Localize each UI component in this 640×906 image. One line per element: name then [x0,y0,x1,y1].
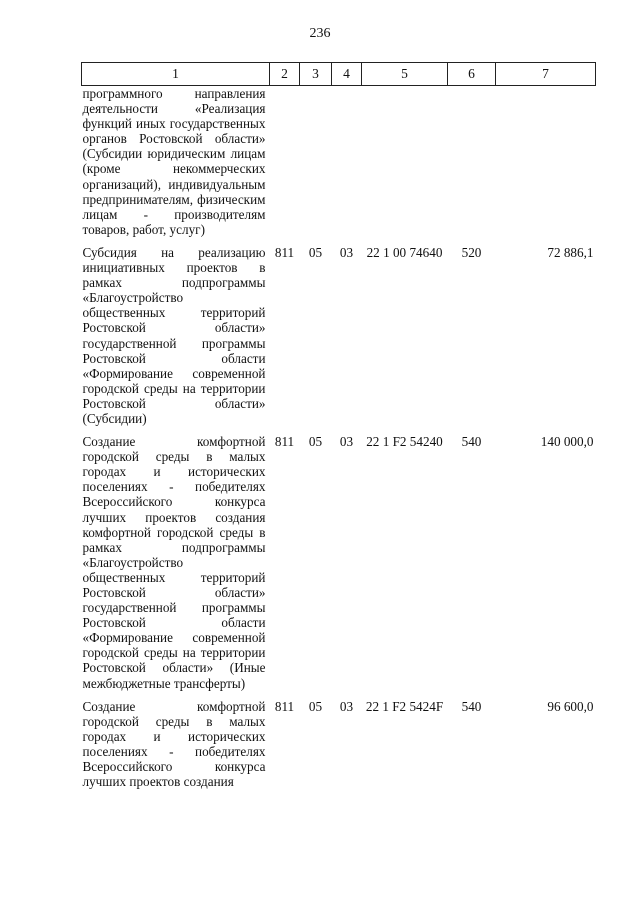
row-amount: 140 000,0 [540,434,594,450]
page-number: 236 [309,26,331,41]
header-col-3: 3 [300,63,332,86]
table-row [82,434,596,691]
row-subsection: 03 [339,434,354,450]
row-expense-type: 540 [461,698,482,714]
row-name: Создание комфортной городской среды в малых городах и исторических поселениях - победителях Всероссийского конкурса лучших проектов создания [82,698,266,790]
row-subsection: 03 [339,244,354,260]
row-name: Субсидия на реализацию инициативных проектов в рамках подпрограммы «Благоустройство общественных территорий Ростовской области» государственной программы Ростовской области «Формирование современной городской среды на территории Ростовской области» (Субсидии) [82,244,266,426]
row-expense-type: 540 [461,434,482,450]
header-col-2: 2 [270,63,300,86]
row-subsection: 03 [339,698,354,714]
table-row [82,699,596,790]
header-col-1: 1 [82,63,270,86]
row-target: 22 1 00 74640 [366,244,443,260]
row-expense-type [448,86,496,237]
row-spacer [82,237,596,245]
row-target: 22 1 F2 54240 [366,434,443,450]
row-spacer [82,426,596,434]
table-body [82,86,596,790]
row-section [300,86,332,237]
row-spacer [82,691,596,699]
row-ministry: 811 [274,244,295,260]
header-col-5: 5 [362,63,448,86]
row-expense-type: 520 [461,244,482,260]
row-section: 05 [308,434,323,450]
budget-table [81,62,596,789]
header-col-6: 6 [448,63,496,86]
row-name: программного направления деятельности «Реализация функций иных государственных органов Ростовской области» (Субсидии юридическим лицам (кроме некоммерческих организаций), индивидуальным предпринимателям, физическим лицам - производителям товаров, работ, услуг) [82,86,266,237]
row-ministry [270,86,300,237]
header-row [82,63,596,86]
row-section: 05 [308,244,323,260]
row-ministry: 811 [274,434,295,450]
row-amount: 72 886,1 [547,244,594,260]
row-amount: 96 600,0 [547,698,594,714]
table-row [82,245,596,426]
row-name: Создание комфортной городской среды в малых городах и исторических поселениях - победителях Всероссийского конкурса лучших проектов создания комфортной городской среды в рамках подпрограммы «Благоустройство общественных территорий Ростовской области» государственной программы Ростовской области «Формирование современной городской среды на территории Ростовской области» (Иные межбюджетные трансферты) [82,434,266,691]
row-target [362,86,448,237]
row-section: 05 [308,698,323,714]
row-target: 22 1 F2 5424F [365,698,444,714]
table-header [82,63,596,86]
row-subsection [332,86,362,237]
table-row [82,86,596,237]
row-amount [496,86,596,237]
row-ministry: 811 [274,698,295,714]
header-col-7: 7 [496,63,596,86]
header-col-4: 4 [332,63,362,86]
